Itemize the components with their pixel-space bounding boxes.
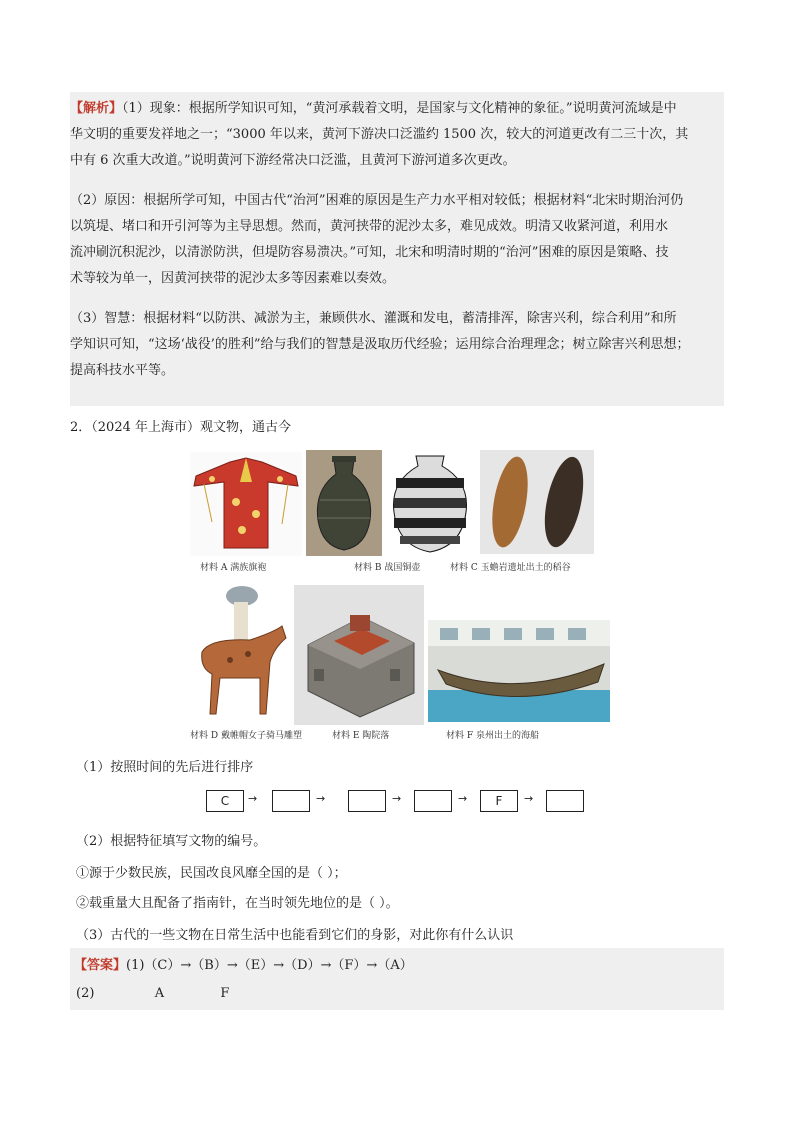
analysis-block [70, 92, 724, 406]
arrow-icon: → [458, 792, 468, 805]
answer-block [70, 948, 724, 1010]
analysis-line: 华文明的重要发祥地之一；“3000 年以来，黄河下游决口泛滥约 1500 次，较大的河道更改有二三十次，其 [70, 127, 689, 142]
caption-c: 材料 C 玉蟾岩遗址出土的稻谷 [450, 563, 571, 573]
arrow-icon: → [524, 792, 534, 805]
analysis-line: 以筑堤、堵口和开引河等为主导思想。然而，黄河挟带的泥沙太多，难见成效。明清又收紧河道，利用水 [70, 219, 669, 234]
answer-line-1: 【答案】(1)（C）→（B）→（E）→（D）→（F）→（A） [74, 958, 413, 973]
answer-tag: 【答案】 [74, 958, 127, 973]
sequence-box[interactable] [348, 790, 386, 812]
analysis-tag: 【解析】 [70, 101, 123, 116]
analysis-paragraph-3 [70, 306, 724, 384]
analysis-line: 学知识可知，“这场‘战役’的胜利”给与我们的智慧是汲取历代经验；运用综合治理理念；树立除害兴利思想； [70, 337, 690, 352]
bronze-pot-image [306, 450, 382, 556]
analysis-line: （3）智慧：根据材料“以防洪、减淤为主，兼顾供水、灌溉和发电，蓄清排浑，除害兴利，综合利用”和所 [70, 311, 677, 326]
analysis-paragraph-1 [70, 96, 724, 174]
sequence-box[interactable] [414, 790, 452, 812]
arrow-icon: → [392, 792, 402, 805]
subquestion-2-item-2: ②载重量大且配备了指南针，在当时领先地位的是（ ）。 [76, 896, 399, 911]
subquestion-2: （2）根据特征填写文物的编号。 [76, 834, 267, 849]
sequence-box[interactable]: F [480, 790, 518, 812]
pottery-courtyard-image [294, 585, 424, 725]
subquestion-2-item-1: ①源于少数民族，民国改良风靡全国的是（ ）； [76, 866, 347, 881]
caption-d: 材料 D 戴帷帽女子骑马雕塑 [190, 731, 302, 741]
caption-f: 材料 F 泉州出土的海船 [446, 731, 539, 741]
rice-grains-image [480, 450, 594, 554]
caption-a: 材料 A 满族旗袍 [200, 563, 267, 573]
sequence-box[interactable]: C [206, 790, 244, 812]
sequence-box[interactable] [546, 790, 584, 812]
analysis-line: 流冲刷沉积泥沙，以清淤防洪，但堤防容易溃决。”可知，北宋和明清时期的“治河”困难的原因是策略、技 [70, 245, 669, 260]
analysis-line: （2）原因：根据所学可知，中国古代“治河”困难的原因是生产力水平相对较低；根据材料“北宋时期治河仍 [70, 193, 684, 208]
answer-2-2: F [220, 986, 230, 1001]
question-title: 2．（2024 年上海市）观文物，通古今 [70, 420, 291, 435]
analysis-line: 术等较为单一，因黄河挟带的泥沙太多等因素难以奏效。 [70, 271, 396, 286]
subquestion-3: （3）古代的一些文物在日常生活中也能看到它们的身影，对此你有什么认识 [76, 928, 514, 943]
caption-b: 材料 B 战国铜壶 [354, 563, 421, 573]
analysis-line: 中有 6 次重大改道。”说明黄河下游经常决口泛滥，且黄河下游河道多次更改。 [70, 153, 516, 168]
sequence-box[interactable] [272, 790, 310, 812]
analysis-line: 【解析】（1）现象：根据所学知识可知，“黄河承载着文明，是国家与文化精神的象征。”说明黄河流域是中 [70, 101, 677, 116]
arrow-icon: → [248, 792, 258, 805]
answer-line-2: (2) A F [76, 986, 230, 1001]
answer-2-1: A [154, 986, 165, 1001]
analysis-line: 提高科技水平等。 [70, 363, 175, 378]
sequence-row [206, 790, 586, 812]
horse-rider-image [190, 582, 290, 724]
subquestion-1: （1）按照时间的先后进行排序 [76, 760, 254, 775]
qipao-image [190, 452, 302, 556]
ship-museum-image [428, 620, 610, 722]
artifacts-figure [190, 448, 610, 744]
analysis-paragraph-2 [70, 188, 724, 292]
arrow-icon: → [316, 792, 326, 805]
caption-e: 材料 E 陶院落 [332, 731, 390, 741]
bronze-rubbing-image [386, 452, 474, 556]
